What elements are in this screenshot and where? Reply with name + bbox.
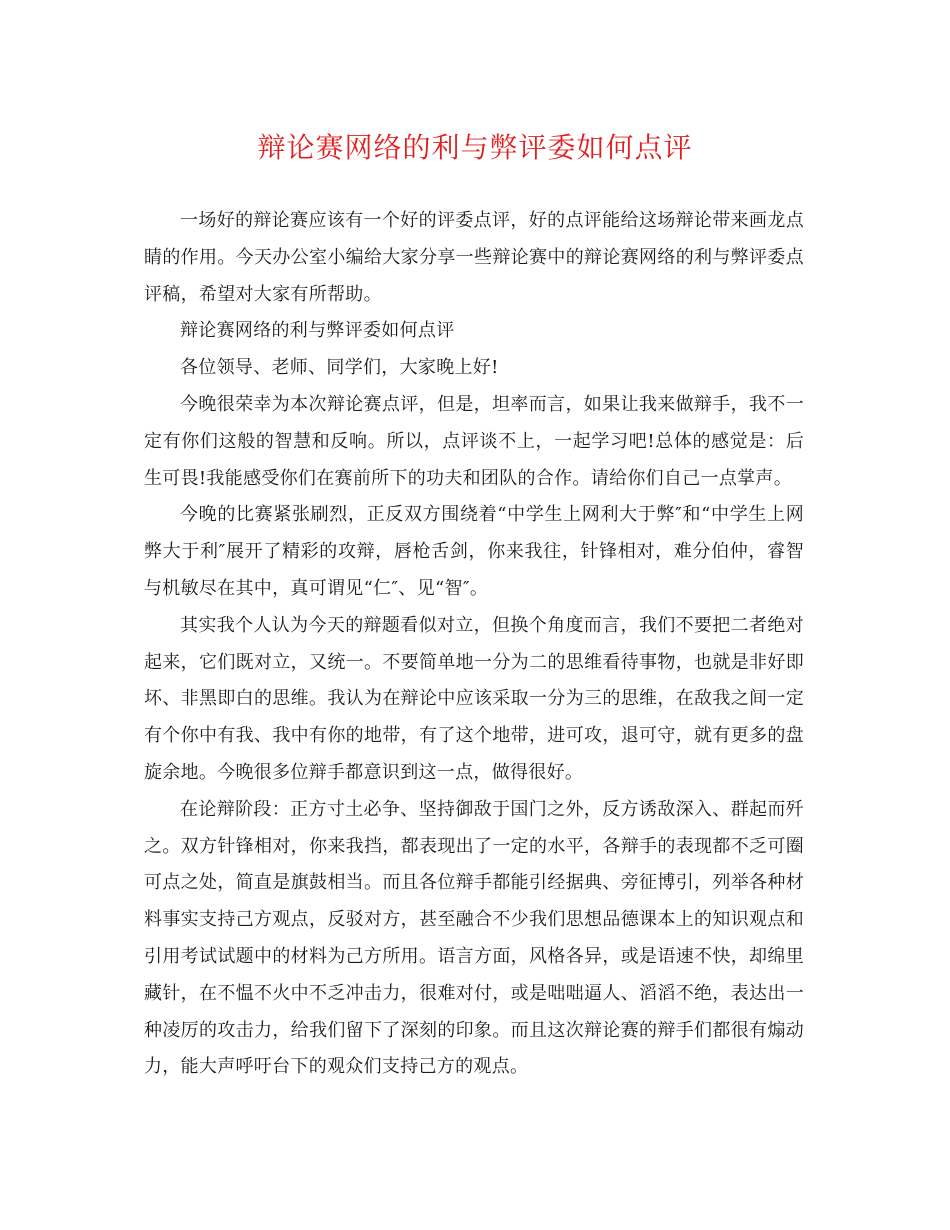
paragraph-debate-stage: 在论辩阶段：正方寸土必争、坚持御敌于国门之外，反方诱敌深入、群起而歼之。双方针锋相对，你来我挡，都表现出了一定的水平，各辩手的表现都不乏可圈可点之处，简直是旗鼓相当。而且各位辩手都能引经据典、旁征博引，列举各种材料事实支持己方观点，反驳对方，甚至融合不少我们思想品德课本上的知识观点和引用考试试题中的材料为己方所用。语言方面，风格各异，或是语速不快，却绵里藏针，在不愠不火中不乏冲击力，很难对付，或是咄咄逼人、滔滔不绝，表达出一种凌厉的攻击力，给我们留下了深刻的印象。而且这次辩论赛的辩手们都很有煽动力，能大声呼吁台下的观众们支持己方的观点。 bbox=[144, 798, 804, 1078]
paragraph-opinion: 其实我个人认为今天的辩题看似对立，但换个角度而言，我们不要把二者绝对起来，它们既对立，又统一。不要简单地一分为二的思维看待事物，也就是非好即坏、非黑即白的思维。我认为在辩论中应该采取一分为三的思维，在敌我之间一定有个你中有我、我中有你的地带，有了这个地带，进可攻，退可守，就有更多的盘旋余地。今晚很多位辩手都意识到这一点，做得很好。 bbox=[144, 614, 804, 783]
document-title: 辩论赛网络的利与弊评委如何点评 bbox=[257, 131, 693, 164]
document-body bbox=[144, 203, 804, 1086]
paragraph-subtitle: 辩论赛网络的利与弊评委如何点评 bbox=[180, 320, 455, 342]
paragraph-match-summary: 今晚的比赛紧张刷烈，正反双方围绕着“中学生上网利大于弊″和“中学生上网弊大于利″展开了精彩的攻辩，唇枪舌剑，你来我往，针锋相对，难分伯仲，睿智与机敏尽在其中，真可谓见“仁″、见“智″。 bbox=[144, 504, 804, 599]
paragraph-honor: 今晚很荣幸为本次辩论赛点评，但是，坦率而言，如果让我来做辩手，我不一定有你们这般的智慧和反响。所以，点评谈不上，一起学习吧!总体的感觉是：后生可畏!我能感受你们在赛前所下的功夫和团队的合作。请给你们自己一点掌声。 bbox=[144, 393, 804, 489]
paragraph-greeting: 各位领导、老师、同学们，大家晚上好! bbox=[180, 357, 499, 379]
paragraph-intro: 一场好的辩论赛应该有一个好的评委点评，好的点评能给这场辩论带来画龙点睛的作用。今天办公室小编给大家分享一些辩论赛中的辩论赛网络的利与弊评委点评稿，希望对大家有所帮助。 bbox=[144, 210, 804, 305]
